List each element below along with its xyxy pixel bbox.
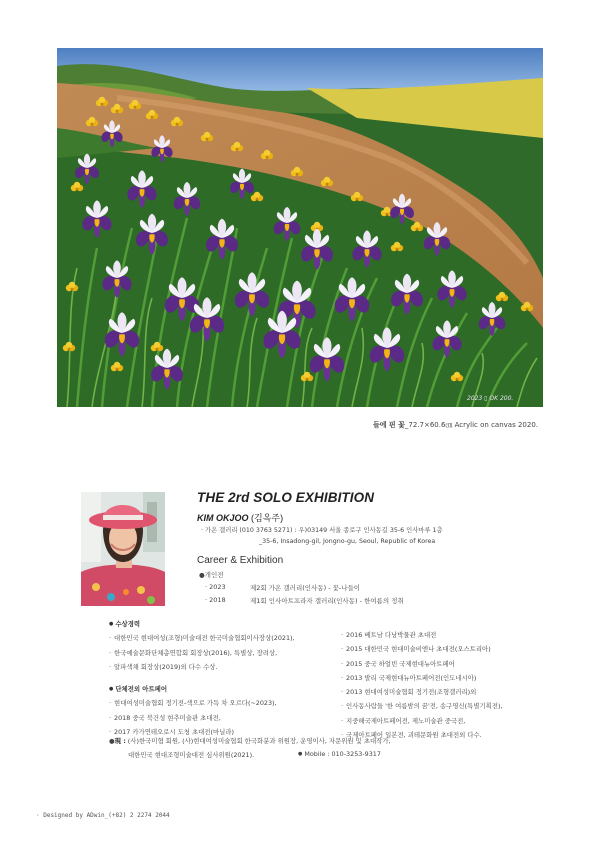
- artwork-title: 들에 핀 꽃: [372, 421, 405, 429]
- career-left-column: [109, 617, 295, 739]
- current-positions-line2: 대한민국 현대조형미술대전 심사위원(2021).: [128, 751, 255, 759]
- career-heading: Career & Exhibition: [197, 555, 284, 566]
- current-positions: ●現 : (사)한국미협 회원, (사)현대여성미술협회 한국화분과 위원장, 운영이사, 자문위원 및 초대작가,: [109, 737, 391, 745]
- artist-name-ko: (김옥주): [251, 513, 284, 523]
- group-exhibition-item: · 2018 중국 북건성 현추미술관 초대전,: [109, 711, 295, 725]
- exhibition-item: · 국제아트페어 일본전, 괴테문화원 초대전외 다수.: [341, 728, 503, 742]
- awards-heading: ● 수상경력: [109, 617, 295, 631]
- group-exhibition-heading: ● 단체전외 아트페어: [109, 682, 295, 696]
- award-item: · 대한민국 현대여성(조형)미술대전 한국미술협회이사장상(2021),: [109, 631, 295, 645]
- mobile-number: ● Mobile : 010-3253-9317: [298, 750, 381, 758]
- artist-name-en: KIM OKJOO: [197, 513, 249, 523]
- gallery-address-en: _35-6, Insadong-gil, Jongno-gu, Seoul, Republic of Korea: [259, 538, 436, 545]
- current-positions-text: (사)한국미협 회원, (사)현대여성미술협회 한국화분과 위원장, 운영이사, 자문위원 및 초대작가,: [127, 737, 391, 745]
- artist-photo: [81, 492, 165, 606]
- iris-painting: [57, 48, 543, 407]
- artist-name: [197, 511, 283, 524]
- exhibition-item: · 2015 중국 하얼빈 국제현대뉴아트페어: [341, 657, 503, 671]
- award-item: · 알파색채 회장상(2019)외 다수 수상.: [109, 660, 295, 674]
- painting-artwork: [57, 48, 543, 407]
- artwork-details: _72.7×60.6㎝ Acrylic on canvas 2020.: [404, 421, 538, 429]
- award-item: · 한국예술문화단체총연합회 회장상(2016), 특별상, 장려상,: [109, 646, 295, 660]
- career-right-column: [341, 628, 503, 742]
- artwork-caption: [373, 420, 538, 430]
- exhibition-item: · 2013 발리 국제현대뉴아트페어전(인도네시아): [341, 671, 503, 685]
- exhibition-item: · 2015 대한민국 현대미술비엔나 초대전(오스트리아): [341, 642, 503, 656]
- group-exhibition-item: · 2017 카가연테오로시 도청 초대전(마닐라): [109, 725, 295, 739]
- exhibition-item: · 2016 베트남 다낭박물관 초대전: [341, 628, 503, 642]
- exhibition-item: · 지중해국제아트페어전, 제노미술관 중국전,: [341, 714, 503, 728]
- exhibition-item: · 2013 현대여성미술협회 정기전(조형갤러리)외: [341, 685, 503, 699]
- current-label: 現 :: [114, 737, 126, 745]
- group-exhibition-item: · 현대여성미술협회 정기전-색으로 가득 차 오르다(~2023),: [109, 696, 295, 710]
- painting-signature: 2023 ▯ OK 200.: [467, 395, 514, 402]
- solo-exhibition-heading: ●개인전: [199, 571, 224, 579]
- exhibition-item: · 인사동사람들 '한 여름밤의 꿈'전, 송구영신(특별기획전),: [341, 699, 503, 713]
- gallery-address-ko: · 가온 갤러리 (010 3763 5271) : 우)03149 서울 종로구 인사동길 35-6 인사마루 1층: [201, 527, 443, 534]
- designer-credit: · Designed by ADwin_(+82) 2 2274 2044: [36, 812, 170, 819]
- exhibition-title: THE 2rd SOLO EXHIBITION: [197, 490, 375, 505]
